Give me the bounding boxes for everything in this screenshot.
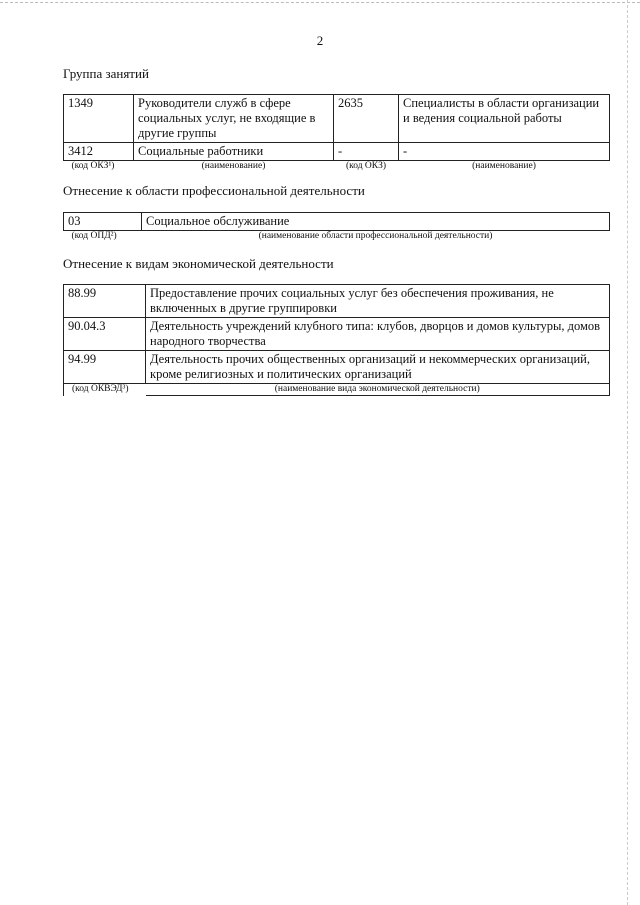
okz-code: -: [334, 143, 399, 161]
opd-code: 03: [64, 213, 142, 231]
opd-name: Социальное обслуживание: [142, 213, 610, 231]
caption-opd-code: (код ОПД²): [64, 231, 142, 243]
caption-okved-code: (код ОКВЭД³): [64, 384, 146, 396]
table-row: [64, 213, 610, 231]
okved-code: 88.99: [64, 285, 146, 318]
economic-activity-table: [63, 284, 610, 396]
caption-name: (наименование): [134, 161, 334, 173]
page-number: 2: [316, 33, 324, 48]
okved-name: Деятельность учреждений клубного типа: клубов, дворцов и домов культуры, домов народного творчества: [146, 318, 610, 351]
scan-border-top: [0, 2, 640, 3]
table-row: [64, 318, 610, 351]
occupations-table: [63, 94, 610, 172]
occupations-heading: Группа занятий: [63, 66, 149, 81]
table-row: [64, 143, 610, 161]
okz-name: -: [399, 143, 610, 161]
caption-opd-name: (наименование области профессиональной деятельности): [142, 231, 610, 243]
caption-row: [64, 231, 610, 243]
table-row: [64, 95, 610, 143]
caption-name: (наименование): [399, 161, 610, 173]
okved-code: 94.99: [64, 351, 146, 384]
caption-okved-name: (наименование вида экономической деятельности): [146, 384, 610, 396]
okved-name: Предоставление прочих социальных услуг без обеспечения проживания, не включенных в другие группировки: [146, 285, 610, 318]
okz-name: Специалисты в области организации и ведения социальной работы: [399, 95, 610, 143]
professional-area-table: [63, 212, 610, 242]
okved-name: Деятельность прочих общественных организаций и некоммерческих организаций, кроме религиозных и политических организаций: [146, 351, 610, 384]
economic-activity-heading: Отнесение к видам экономической деятельности: [63, 256, 334, 271]
scan-border-right: [627, 0, 628, 905]
okz-code: 3412: [64, 143, 134, 161]
okz-code: 1349: [64, 95, 134, 143]
okz-code: 2635: [334, 95, 399, 143]
okved-code: 90.04.3: [64, 318, 146, 351]
table-row: [64, 285, 610, 318]
table-row: [64, 351, 610, 384]
caption-row: [64, 384, 610, 396]
okz-name: Руководители служб в сфере социальных услуг, не входящие в другие группы: [134, 95, 334, 143]
caption-okz-code: (код ОКЗ¹): [64, 161, 134, 173]
professional-area-heading: Отнесение к области профессиональной деятельности: [63, 183, 365, 198]
okz-name: Социальные работники: [134, 143, 334, 161]
caption-row: [64, 161, 610, 173]
caption-okz-code: (код ОКЗ): [334, 161, 399, 173]
